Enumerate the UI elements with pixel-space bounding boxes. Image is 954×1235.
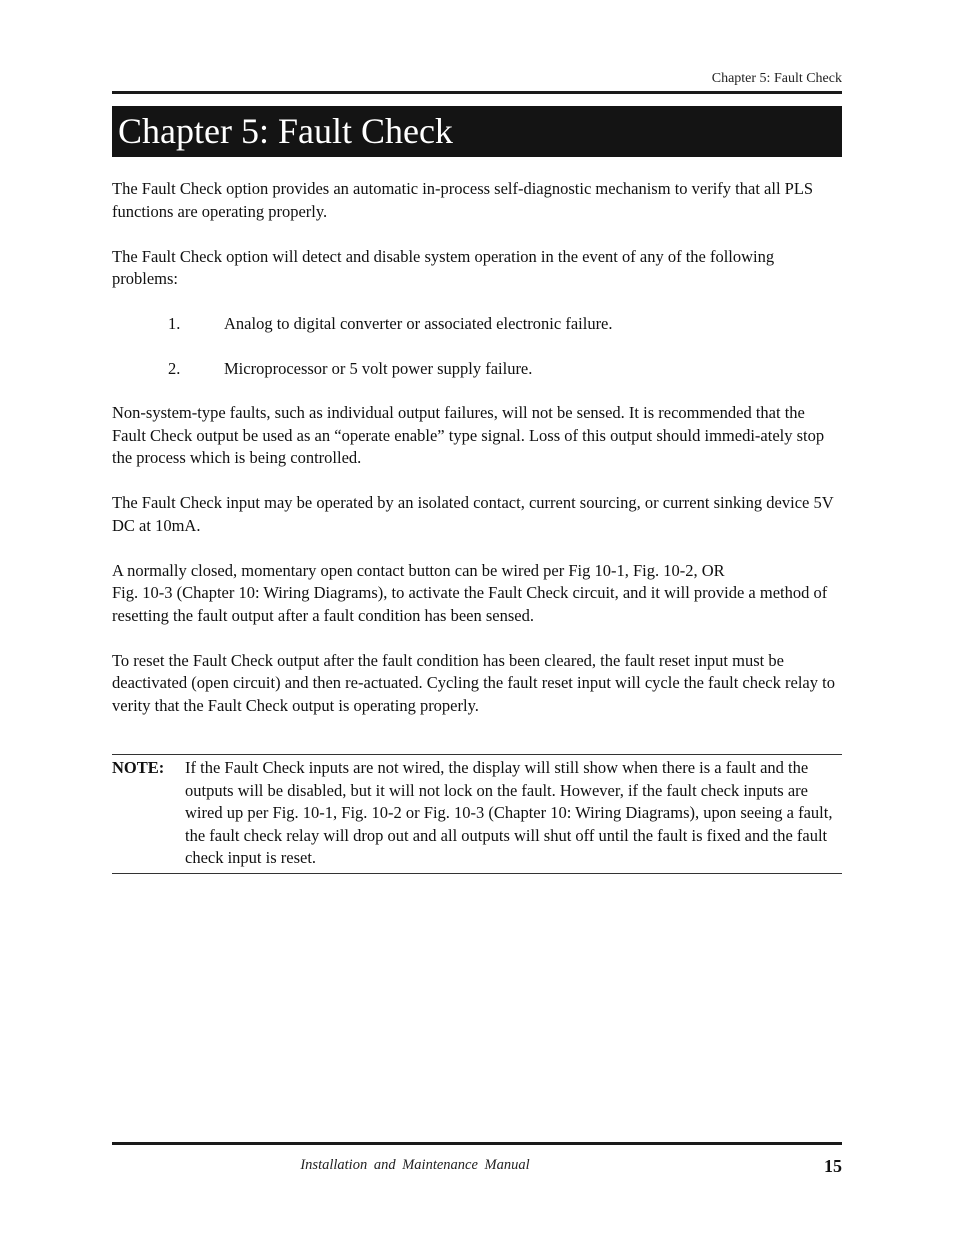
paragraph-reset-button-rest: Fig. 10-3 (Chapter 10: Wiring Diagrams), to activate the Fault Check circuit, and it will provide a method of resetting the fault output after a fault condition has been sensed.	[112, 583, 828, 625]
chapter-banner	[112, 106, 842, 157]
chapter-title: Chapter 5: Fault Check	[118, 111, 453, 151]
page-number: 15	[824, 1156, 842, 1176]
paragraph-reset-button	[112, 560, 842, 628]
paragraph-reset-procedure: To reset the Fault Check output after the fault condition has been cleared, the fault reset input must be deactivated (open circuit) and then re-actuated. Cycling the fault reset input will cycle the fault check relay to verity that the Fault Check output is operating properly.	[112, 650, 835, 715]
body-content	[112, 178, 842, 740]
list-item-text: Microprocessor or 5 volt power supply failure.	[224, 358, 533, 378]
list-item-number: 2.	[168, 358, 181, 378]
paragraph-detect: The Fault Check option will detect and disable system operation in the event of any of the following problems:	[112, 246, 775, 288]
header-rule	[112, 91, 842, 94]
paragraph-intro: The Fault Check option provides an automatic in-process self-diagnostic mechanism to verify that all PLS functions are operating properly.	[112, 179, 814, 221]
paragraph-non-system-faults: Non-system-type faults, such as individual output failures, will not be sensed. It is recommended that the Fault Check output be used as an “operate enable” type signal. Loss of this output should immedi-ately stop the process which is being controlled.	[112, 403, 825, 467]
note-inner	[112, 757, 842, 870]
list-item-text: Analog to digital converter or associated electronic failure.	[224, 314, 613, 333]
list-item-number: 1.	[168, 314, 181, 333]
running-head: Chapter 5: Fault Check	[711, 71, 842, 86]
list-item	[112, 313, 842, 336]
footer-title: Installation and Maintenance Manual	[300, 1157, 530, 1173]
note-text: If the Fault Check inputs are not wired, the display will still show when there is a fault and the outputs will be disabled, but it will not lock on the fault. However, if the fault check inputs are wired up per Fig. 10-1, Fig. 10-2 or Fig. 10-3 (Chapter 10: Wiring Diagrams), upon seeing a fault, the fault check relay will drop out and all outputs will shut off until the fault is fixed and the fault check input is reset.	[185, 758, 833, 868]
paragraph-reset-button-line1: A normally closed, momentary open contact button can be wired per Fig 10-1, Fig. 10-2, OR	[112, 560, 725, 580]
note-box	[112, 754, 842, 874]
footer-rule	[112, 1142, 842, 1145]
note-label: NOTE:	[112, 758, 165, 777]
list-item	[112, 358, 842, 381]
paragraph-input: The Fault Check input may be operated by an isolated contact, current sourcing, or current sinking device 5V DC at 10mA.	[112, 493, 834, 535]
